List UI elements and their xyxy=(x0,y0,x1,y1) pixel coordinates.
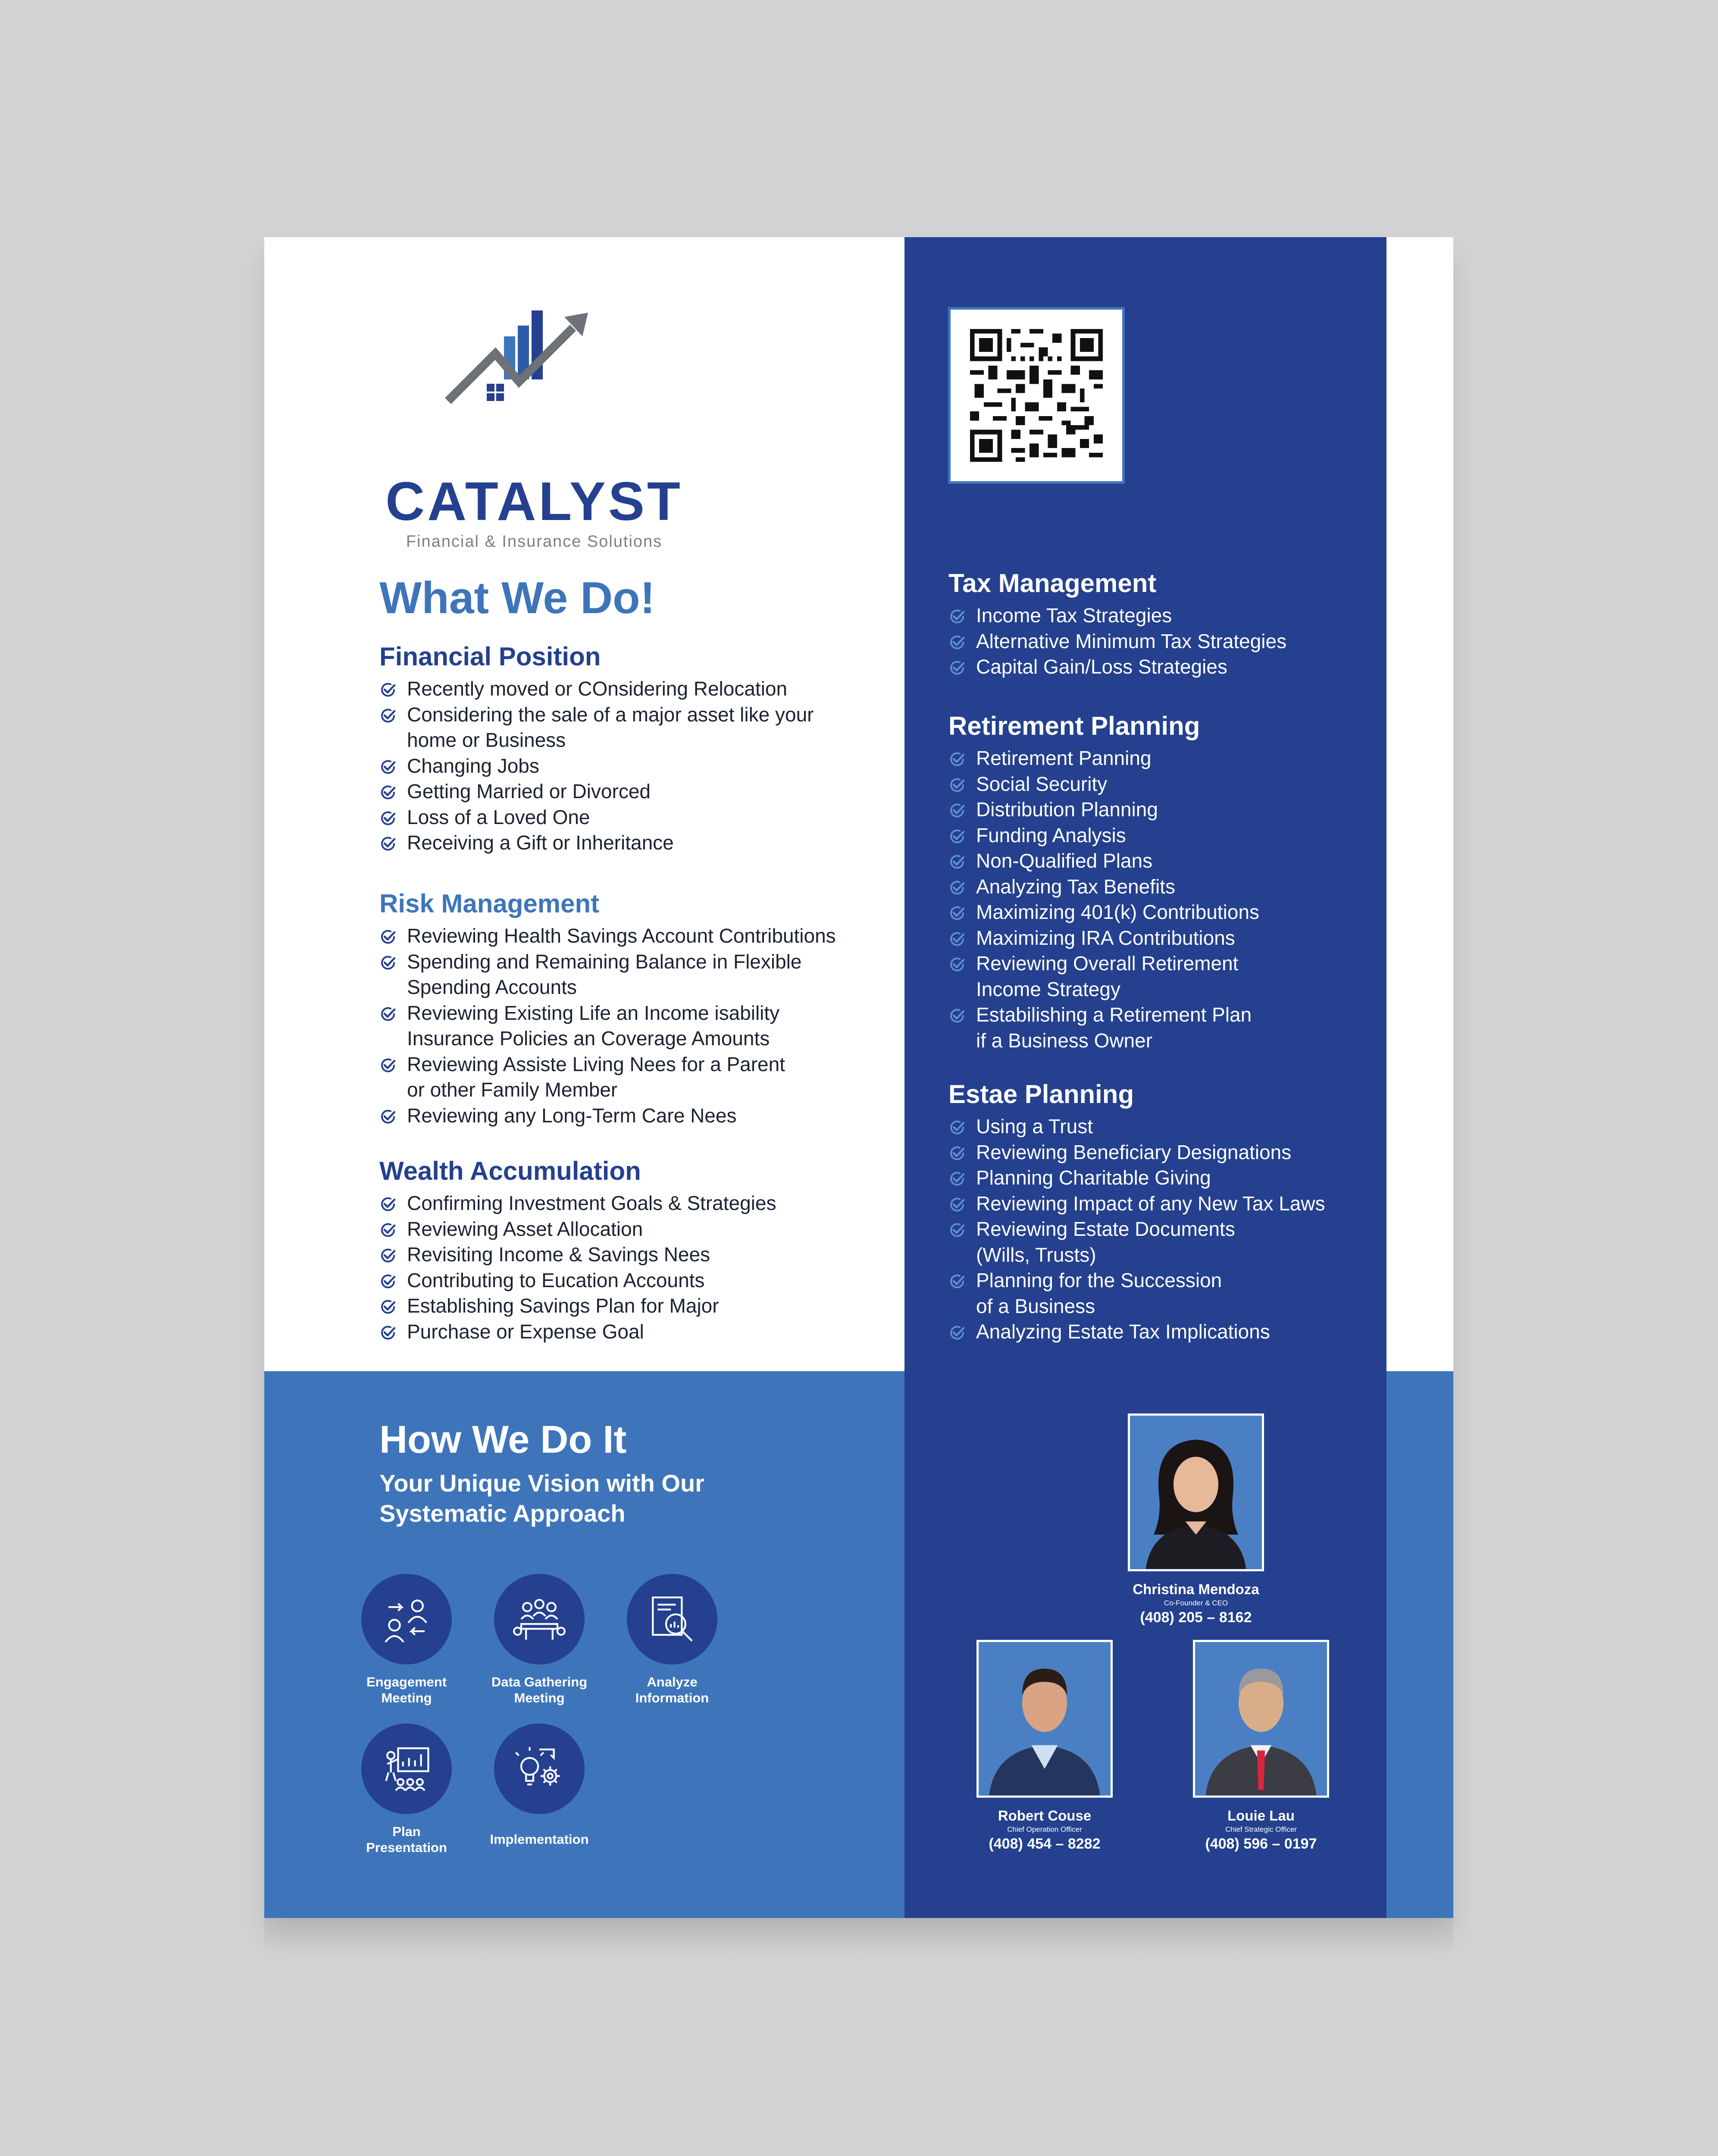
check-circle-icon xyxy=(948,659,966,677)
team-member-christina xyxy=(1077,1413,1314,1627)
list-item-text: Establishing Savings Plan for Major xyxy=(407,1294,719,1317)
risk-management-section xyxy=(379,887,875,1128)
list-item-text: Maximizing IRA Contributions xyxy=(976,926,1235,949)
list-item-text: Estabilishing a Retirement Plan if a Business Owner xyxy=(976,1003,1252,1052)
man-portrait-icon xyxy=(979,1642,1111,1796)
man-portrait-icon xyxy=(1195,1642,1327,1796)
step-circle xyxy=(361,1574,452,1664)
team-meeting-icon xyxy=(509,1589,570,1649)
check-circle-icon xyxy=(948,1222,966,1239)
list-item xyxy=(379,1191,875,1216)
team-member-louie xyxy=(1175,1640,1347,1854)
list-item xyxy=(948,899,1380,925)
retirement-planning-section xyxy=(948,710,1380,1053)
check-circle-icon xyxy=(379,835,397,852)
check-circle-icon xyxy=(948,608,966,625)
check-circle-icon xyxy=(948,1170,966,1188)
sheet-shadow xyxy=(264,1918,1453,1957)
list-item-text: Reviewing Existing Life an Income isability Insurance Policies an Coverage Amounts xyxy=(407,1001,780,1050)
step-engagement-meeting xyxy=(340,1574,473,1706)
estate-planning-list xyxy=(948,1114,1380,1345)
section-title: Wealth Accumulation xyxy=(379,1156,641,1185)
list-item-text: Social Security xyxy=(976,772,1108,795)
list-item xyxy=(379,702,875,753)
list-item-text: Analyzing Estate Tax Implications xyxy=(976,1320,1270,1343)
check-circle-icon xyxy=(379,1324,397,1341)
list-item xyxy=(948,874,1380,900)
person-role: Chief Operation Officer xyxy=(1007,1825,1082,1833)
list-item xyxy=(379,1216,875,1242)
step-data-gathering-meeting xyxy=(473,1574,606,1706)
step-label: Implementation xyxy=(490,1832,589,1847)
check-circle-icon xyxy=(379,1057,397,1074)
list-item-text: Analyzing Tax Benefits xyxy=(976,875,1175,898)
list-item xyxy=(379,1319,875,1345)
list-item-text: Reviewing any Long-Term Care Nees xyxy=(407,1104,737,1127)
list-item xyxy=(379,923,875,949)
person-role: Chief Strategic Officer xyxy=(1225,1825,1297,1833)
list-item-text: Spending and Remaining Balance in Flexible Spending Accounts xyxy=(407,950,802,998)
list-item xyxy=(948,848,1380,874)
list-item xyxy=(948,1191,1380,1217)
step-label: Engagement Meeting xyxy=(366,1674,447,1706)
portrait-photo xyxy=(1128,1413,1264,1571)
check-circle-icon xyxy=(948,905,966,922)
check-circle-icon xyxy=(948,1273,966,1290)
list-item-text: Capital Gain/Loss Strategies xyxy=(976,655,1227,678)
check-circle-icon xyxy=(379,707,397,724)
check-circle-icon xyxy=(948,777,966,794)
lightbulb-gear-icon xyxy=(509,1739,570,1799)
section-title: Tax Management xyxy=(948,569,1157,598)
section-title: Estae Planning xyxy=(948,1080,1134,1109)
list-item-text: Reviewing Impact of any New Tax Laws xyxy=(976,1192,1325,1215)
person-name: Christina Mendoza xyxy=(1133,1581,1259,1597)
list-item xyxy=(948,951,1380,1002)
list-item xyxy=(948,1319,1380,1345)
list-item-text: Funding Analysis xyxy=(976,824,1126,846)
check-circle-icon xyxy=(948,1196,966,1213)
step-label: Data Gathering Meeting xyxy=(491,1674,588,1706)
portrait-photo xyxy=(976,1640,1113,1798)
check-circle-icon xyxy=(379,681,397,699)
list-item-text: Alternative Minimum Tax Strategies xyxy=(976,630,1287,652)
check-circle-icon xyxy=(948,1145,966,1162)
check-circle-icon xyxy=(948,1119,966,1136)
person-phone[interactable]: (408) 596 – 0197 xyxy=(1205,1836,1317,1852)
what-we-do-heading: What We Do! xyxy=(379,573,655,623)
check-circle-icon xyxy=(948,956,966,973)
list-item xyxy=(948,1114,1380,1140)
tax-management-list xyxy=(948,603,1380,680)
list-item xyxy=(379,1242,875,1268)
brand-name: CATALYST xyxy=(385,471,683,532)
list-item-text: Reviewing Health Savings Account Contributions xyxy=(407,924,836,947)
check-circle-icon xyxy=(379,1247,397,1264)
check-circle-icon xyxy=(379,1298,397,1316)
retirement-planning-list xyxy=(948,746,1380,1053)
list-item xyxy=(379,1052,875,1103)
list-item-text: Maximizing 401(k) Contributions xyxy=(976,901,1260,923)
check-circle-icon xyxy=(948,853,966,871)
how-we-do-it-subtitle xyxy=(379,1468,810,1529)
list-item-text: Getting Married or Divorced xyxy=(407,780,651,802)
person-phone[interactable]: (408) 205 – 8162 xyxy=(1140,1609,1252,1626)
list-item xyxy=(379,949,875,1000)
list-item-text: Income Tax Strategies xyxy=(976,604,1172,627)
check-circle-icon xyxy=(948,751,966,768)
list-item-text: Distribution Planning xyxy=(976,798,1158,821)
check-circle-icon xyxy=(948,879,966,896)
list-item-text: Receiving a Gift or Inheritance xyxy=(407,831,674,854)
person-name: Louie Lau xyxy=(1227,1808,1295,1824)
section-title: Retirement Planning xyxy=(948,711,1200,740)
financial-position-list xyxy=(379,676,875,856)
list-item-text: Retirement Panning xyxy=(976,747,1152,769)
list-item-text: Planning Charitable Giving xyxy=(976,1166,1211,1189)
list-item-text: Recently moved or COnsidering Relocation xyxy=(407,677,788,700)
list-item xyxy=(379,830,875,856)
list-item xyxy=(948,629,1380,655)
step-analyze-information xyxy=(605,1574,739,1706)
check-circle-icon xyxy=(948,828,966,845)
list-item xyxy=(948,654,1380,680)
check-circle-icon xyxy=(948,634,966,651)
estate-planning-section xyxy=(948,1078,1380,1345)
list-item-text: Contributing to Eucation Accounts xyxy=(407,1269,705,1291)
step-circle xyxy=(361,1724,452,1814)
list-item-text: Non-Qualified Plans xyxy=(976,849,1153,872)
person-phone[interactable]: (408) 454 – 8282 xyxy=(989,1836,1101,1852)
list-item-text: Revisiting Income & Savings Nees xyxy=(407,1243,710,1266)
list-item xyxy=(948,603,1380,629)
check-circle-icon xyxy=(379,810,397,827)
person-role: Co-Founder & CEO xyxy=(1164,1598,1228,1607)
how-we-do-it-heading: How We Do It xyxy=(379,1418,627,1461)
check-circle-icon xyxy=(948,1324,966,1341)
step-label: Plan Presentation xyxy=(366,1824,447,1855)
list-item xyxy=(948,746,1380,771)
check-circle-icon xyxy=(379,758,397,776)
step-circle xyxy=(494,1574,585,1664)
list-item xyxy=(948,1165,1380,1191)
list-item-text: Reviewing Beneficiary Designations xyxy=(976,1141,1292,1163)
wealth-accumulation-section xyxy=(379,1155,875,1344)
presentation-icon xyxy=(376,1739,437,1799)
flyer-sheet xyxy=(264,237,1453,1918)
list-item-text: Confirming Investment Goals & Strategies xyxy=(407,1192,776,1214)
list-item xyxy=(948,797,1380,823)
check-circle-icon xyxy=(379,928,397,946)
list-item-text: Using a Trust xyxy=(976,1115,1093,1138)
step-label: Analyze Information xyxy=(635,1674,709,1706)
engagement-icon xyxy=(376,1589,437,1649)
check-circle-icon xyxy=(379,1196,397,1213)
list-item-text: Planning for the Succession of a Business xyxy=(976,1269,1222,1317)
list-item xyxy=(379,805,875,830)
list-item xyxy=(948,925,1380,951)
check-circle-icon xyxy=(379,1006,397,1023)
step-implementation xyxy=(473,1724,606,1847)
list-item xyxy=(379,676,875,702)
check-circle-icon xyxy=(379,784,397,801)
woman-portrait-icon xyxy=(1130,1416,1262,1569)
section-title: Financial Position xyxy=(379,642,601,671)
list-item xyxy=(379,1000,875,1052)
list-item-text: Reviewing Assiste Living Nees for a Parent or other Family Member xyxy=(407,1053,785,1101)
list-item-text: Reviewing Overall Retirement Income Strategy xyxy=(976,952,1239,1000)
person-name: Robert Couse xyxy=(998,1808,1092,1824)
list-item-text: Reviewing Estate Documents (Wills, Trusts) xyxy=(976,1218,1235,1266)
financial-position-section xyxy=(379,640,875,856)
logo-mark-icon xyxy=(444,302,599,410)
qr-code[interactable] xyxy=(948,307,1125,484)
list-item xyxy=(948,1216,1380,1268)
catalyst-logo xyxy=(379,302,689,552)
check-circle-icon xyxy=(379,1222,397,1239)
list-item xyxy=(948,823,1380,849)
wealth-accumulation-list xyxy=(379,1191,875,1344)
step-circle xyxy=(627,1574,717,1664)
check-circle-icon xyxy=(948,1007,966,1025)
check-circle-icon xyxy=(948,802,966,819)
list-item xyxy=(948,771,1380,797)
step-circle xyxy=(494,1724,585,1814)
list-item-text: Considering the sale of a major asset like your home or Business xyxy=(407,703,814,751)
list-item xyxy=(379,1293,875,1319)
list-item-text: Changing Jobs xyxy=(407,754,539,777)
check-circle-icon xyxy=(379,954,397,971)
list-item xyxy=(948,1140,1380,1166)
list-item xyxy=(379,1103,875,1129)
list-item xyxy=(379,779,875,805)
analyze-document-icon xyxy=(642,1589,702,1649)
list-item xyxy=(948,1002,1380,1053)
portrait-photo xyxy=(1193,1640,1329,1798)
check-circle-icon xyxy=(948,931,966,948)
check-circle-icon xyxy=(379,1273,397,1290)
section-title: Risk Management xyxy=(379,889,600,918)
tax-management-section xyxy=(948,567,1380,680)
risk-management-list xyxy=(379,923,875,1128)
list-item-text: Reviewing Asset Allocation xyxy=(407,1217,643,1240)
check-circle-icon xyxy=(379,1108,397,1125)
team-member-robert xyxy=(958,1640,1131,1854)
qr-code-icon xyxy=(970,329,1103,462)
brand-tagline: Financial & Insurance Solutions xyxy=(406,533,663,551)
subtitle-text: Your Unique Vision with Our Systematic Approach xyxy=(379,1470,704,1527)
list-item xyxy=(379,753,875,779)
step-plan-presentation xyxy=(340,1724,473,1855)
list-item-text: Loss of a Loved One xyxy=(407,805,590,828)
list-item-text: Purchase or Expense Goal xyxy=(407,1320,644,1343)
list-item xyxy=(948,1268,1380,1319)
list-item xyxy=(379,1268,875,1294)
